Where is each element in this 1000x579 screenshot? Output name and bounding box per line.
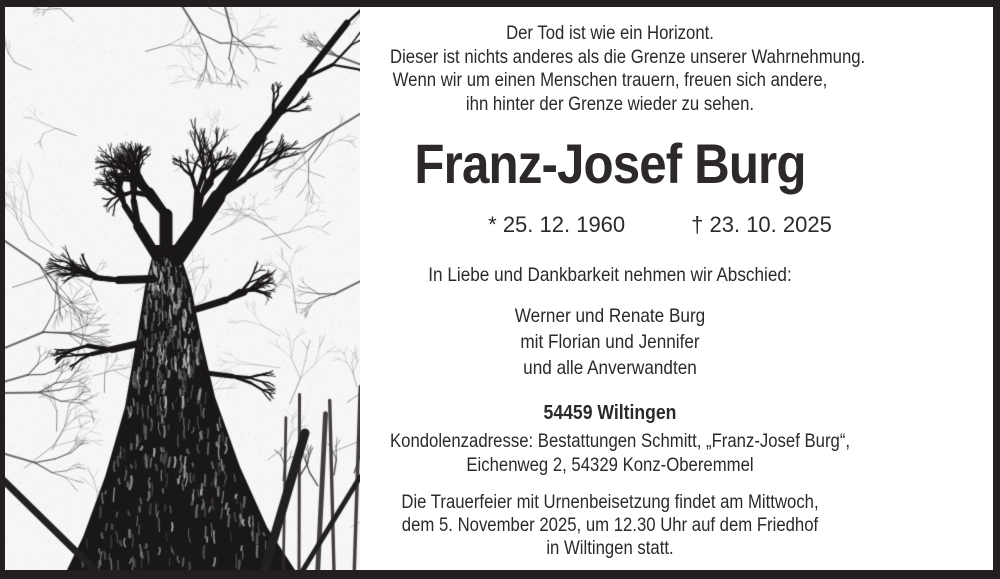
funeral-line-3: in Wiltingen statt. — [546, 538, 674, 559]
funeral-line-1: Die Trauerfeier mit Urnenbeisetzung findet am Mittwoch, — [401, 492, 819, 513]
deceased-name: Franz-Josef Burg — [414, 132, 806, 195]
notice-content — [360, 7, 866, 570]
notice-paper — [5, 7, 993, 570]
death-date: † 23. 10. 2025 — [691, 212, 832, 237]
funeral-line-2: dem 5. November 2025, um 12.30 Uhr auf dem Friedhof — [401, 515, 819, 536]
mourners-line-2: mit Florian und Jennifer — [520, 331, 700, 353]
funeral-info — [360, 491, 860, 560]
life-dates — [460, 212, 860, 238]
tree-photo — [5, 7, 360, 570]
epigraph-line-2: Dieser ist nichts anderes als die Grenze unserer Wahrnehmung. — [390, 46, 866, 68]
city-line: 54459 Wiltingen — [543, 402, 677, 424]
epigraph-line-3: Wenn wir um einen Menschen trauern, freuen sich andere, — [392, 70, 828, 91]
birth-date: * 25. 12. 1960 — [488, 212, 626, 237]
epigraph — [360, 7, 866, 116]
condolence-line-1: Kondolenzadresse: Bestattungen Schmitt, „Franz-Josef Burg“, — [390, 431, 851, 452]
mourners-line-3: und alle Anverwandten — [523, 357, 697, 379]
tree-photo-canvas — [5, 7, 360, 570]
epigraph-line-4: ihn hinter der Grenze wieder zu sehen. — [465, 93, 755, 115]
epigraph-line-1: Der Tod ist wie ein Horizont. — [506, 23, 714, 44]
mourners — [360, 303, 860, 381]
farewell-line: In Liebe und Dankbarkeit nehmen wir Abschied: — [428, 264, 792, 286]
condolence-line-2: Eichenweg 2, 54329 Konz-Oberemmel — [466, 454, 754, 476]
mourners-line-1: Werner und Renate Burg — [514, 305, 706, 327]
condolence-address — [360, 430, 860, 477]
